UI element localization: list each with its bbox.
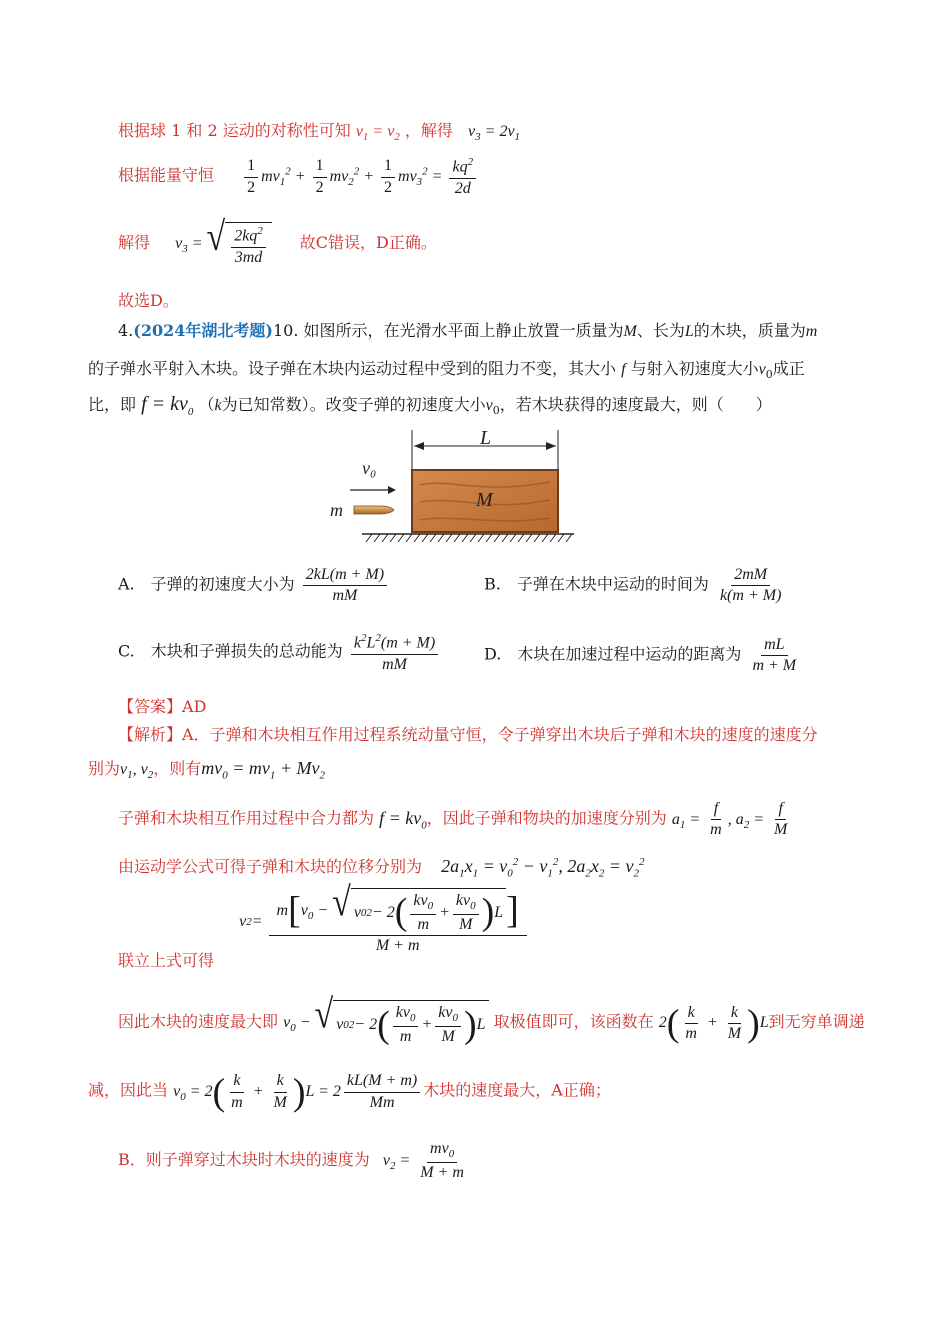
solution-line-1: 根据球 1 和 2 运动的对称性可知 $v_1 = v_2$ ，解得 $v_3 = 2v_1$ [118,121,521,144]
analysis-line-2: 别为$v_1$, $v_2$，则有$mv_0 = mv_1 + Mv_2$ [88,758,326,782]
question-source: (2024年湖北考题) [133,321,273,340]
option-d[interactable]: D. 木块在加速过程中运动的距离为 $\frac{mL}{m + M}$ [484,636,797,675]
option-a[interactable]: A. 子弹的初速度大小为 $\frac{2kL(m + M)}{mM}$ [118,566,390,606]
analysis-line-4: 由运动学公式可得子弹和木块的位移分别为 $2a_1x_1 = v_0^2 - v_1^2$, $2a_2x_2 = v_2^2$ [118,856,645,880]
analysis-line-3: 子弹和木块相互作用过程中合力都为 $f = kv_0$，因此子弹和物块的加速度分别为 $a_1$ = $\frac{f}{m}$ , $a_2$ = $\frac{f}{M}$ [118,800,788,839]
question-stem-line-3: 比，即 $f = kv_0$ （k为已知常数）。改变子弹的初速度大小$v_0$，若木块获得的速度最大，则（ ） [88,393,772,418]
dim-arrow-left [414,442,424,450]
analysis-line-1: 【解析】A．子弹和木块相互作用过程系统动量守恒，令子弹穿出木块后子弹和木块的速度的速度分 [118,725,818,744]
bullet-block-figure [330,430,580,550]
eq-v3: $v_3 = 2v_1$ [468,123,521,144]
ground-hatch [366,534,572,542]
solution-line-2: 根据能量守恒 $\frac{1}{2}$ $mv_1^2$ + $\frac{1}{2}$ $mv_2^2$ + $\frac{1}{2}$ $mv_3^2$ = $\frac{kq^2}{2d}$ [118,156,479,198]
option-c[interactable]: C. 木块和子弹损失的总动能为 $\frac{k^2L^2(m + M)}{mM}$ [118,632,441,674]
analysis-line-7: 减，因此当 $v_0 = 2$( $\frac{k}{m}$ + $\frac{k}{M}$ )L = 2 $\frac{kL(M + m)}{Mm}$ 木块的速度最大，A正确； [88,1071,611,1113]
label-m: m [330,500,343,520]
answer-value: AD [182,697,207,716]
question-stem-line-1: 4.(2024年湖北考题)10. 如图所示，在光滑水平面上静止放置一质量为M、长为L的木块，质量为m [118,321,818,340]
bullet [354,506,394,514]
label-M: M [476,489,493,511]
option-b[interactable]: B. 子弹在木块中运动的时间为 $\frac{2mM}{k(m + M)}$ [484,566,782,605]
solution-line-3: 解得 $v_3$ = √ $\frac{2kq^2}{3md}$ 故C错误，D正确。 [118,215,437,266]
label-v0: v₀ [362,458,377,478]
final-choice: 故选D。 [118,291,179,310]
eq-energy: $\frac{1}{2}$ $mv_1^2$ + $\frac{1}{2}$ $mv_2^2$ + $\frac{1}{2}$ $mv_3^2$ = $\frac{kq^2}{2d}$ [241,168,479,185]
eq-v3-result: $v_3$ = √ $\frac{2kq^2}{3md}$ [175,235,276,252]
analysis-line-8: B．则子弹穿过木块时木块的速度为 $v_2$ = $\frac{mv_0}{M + m}$ [118,1140,464,1181]
eq-v1-v2: $v_1 = v_2$ [355,123,400,144]
analysis-line-6: 因此木块的速度最大即 $v_0$ − √ v 0 2 − 2 ( $\frac{kv_0}{m}$ + $\frac{kv_0}{M}$ ) L 取极值即可，该函数在 2( $\frac{k}{m}$ + $\frac{k}{M}$ )L到无穷单调递 [118,992,865,1046]
analysis-line-5: 联立上式可得 v 2 = $m[v_0$ − √ v 0 2 − 2 ( $\frac{kv_0}{m}$ + $\frac{kv_0}{M}$ ) L ] M + m [118,888,530,955]
velocity-arrowhead [388,486,396,494]
question-stem-line-2: 的子弹水平射入木块。设子弹在木块内运动过程中受到的阻力不变，其大小 f 与射入初速度大小$v_0$成正 [88,359,805,382]
dim-arrow-right [546,442,556,450]
answer-line: 【答案】AD [118,697,207,716]
label-L: L [480,430,492,449]
